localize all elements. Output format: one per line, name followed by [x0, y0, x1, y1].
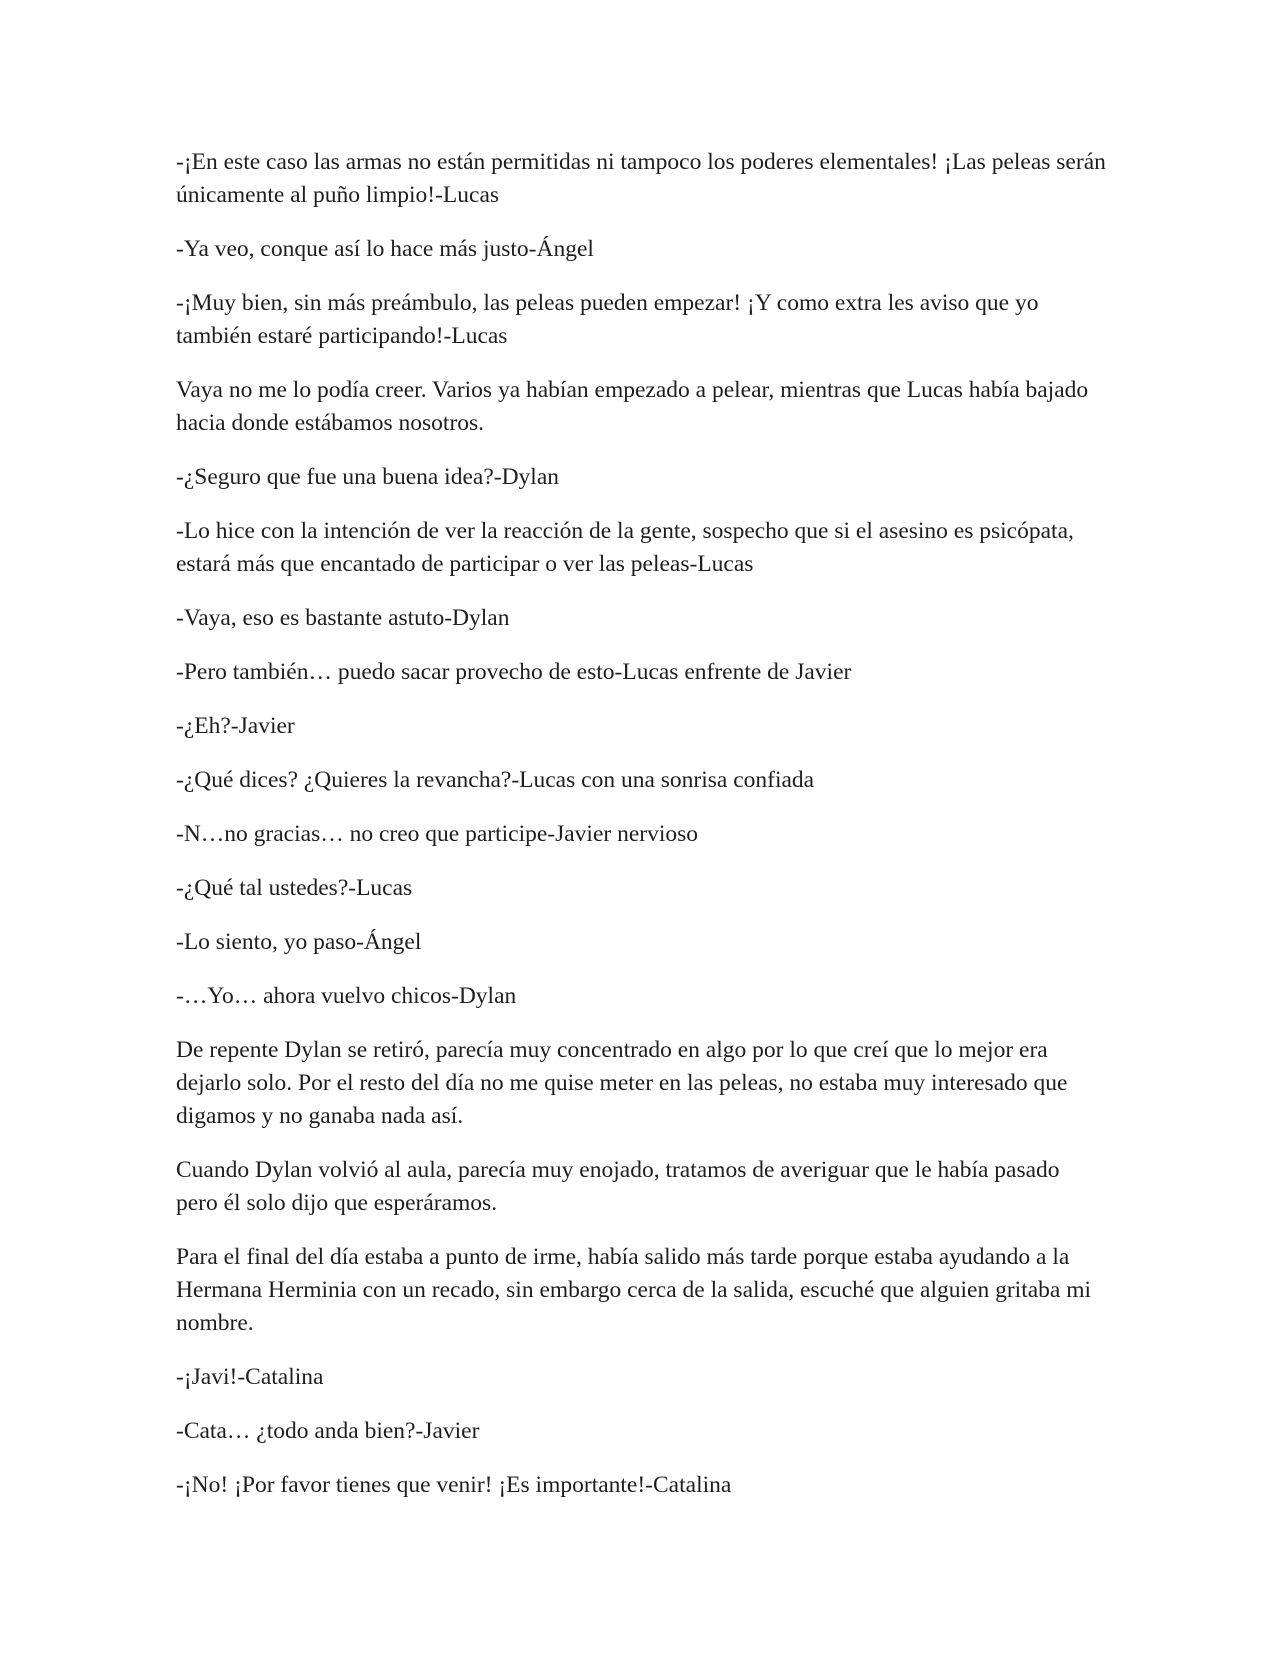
- paragraph: -Cata… ¿todo anda bien?-Javier: [176, 1418, 480, 1444]
- paragraph: -¡Muy bien, sin más preámbulo, las peleas pueden empezar! ¡Y como extra les aviso que yo también estaré participando!-Lucas: [176, 290, 1039, 349]
- paragraph: -¿Seguro que fue una buena idea?-Dylan: [176, 464, 560, 490]
- paragraph: -Vaya, eso es bastante astuto-Dylan: [176, 605, 510, 631]
- paragraph: -¡Javi!-Catalina: [176, 1364, 324, 1390]
- paragraph: -Pero también… puedo sacar provecho de esto-Lucas enfrente de Javier: [176, 659, 852, 685]
- paragraph: -Ya veo, conque así lo hace más justo-Ángel: [176, 236, 594, 262]
- paragraph: -¿Qué dices? ¿Quieres la revancha?-Lucas con una sonrisa confiada: [176, 767, 815, 793]
- paragraph: Vaya no me lo podía creer. Varios ya habían empezado a pelear, mientras que Lucas había bajado hacia donde estábamos nosotros.: [176, 377, 1089, 436]
- paragraph: -¿Eh?-Javier: [176, 713, 295, 739]
- paragraph: Para el final del día estaba a punto de irme, había salido más tarde porque estaba ayudando a la Hermana Herminia con un recado, sin embargo cerca de la salida, escuché que alguien gritaba mi nombre.: [176, 1244, 1092, 1336]
- paragraph: -¡En este caso las armas no están permitidas ni tampoco los poderes elementales! ¡Las peleas serán únicamente al puño limpio!-Lucas: [176, 149, 1106, 208]
- paragraph: Cuando Dylan volvió al aula, parecía muy enojado, tratamos de averiguar que le había pasado pero él solo dijo que esperáramos.: [176, 1157, 1060, 1216]
- paragraph: -N…no gracias… no creo que participe-Javier nervioso: [176, 821, 699, 847]
- paragraph: -¿Qué tal ustedes?-Lucas: [176, 875, 413, 901]
- text-body: [176, 146, 1106, 1523]
- paragraph: -…Yo… ahora vuelvo chicos-Dylan: [176, 983, 517, 1009]
- paragraph: -Lo siento, yo paso-Ángel: [176, 929, 422, 955]
- paragraph: -¡No! ¡Por favor tienes que venir! ¡Es importante!-Catalina: [176, 1472, 732, 1498]
- paragraph: De repente Dylan se retiró, parecía muy concentrado en algo por lo que creí que lo mejor era dejarlo solo. Por el resto del día no me quise meter en las peleas, no estaba muy interesado que digamos y no ganaba nada así.: [176, 1037, 1068, 1129]
- paragraph: -Lo hice con la intención de ver la reacción de la gente, sospecho que si el asesino es psicópata, estará más que encantado de participar o ver las peleas-Lucas: [176, 518, 1074, 577]
